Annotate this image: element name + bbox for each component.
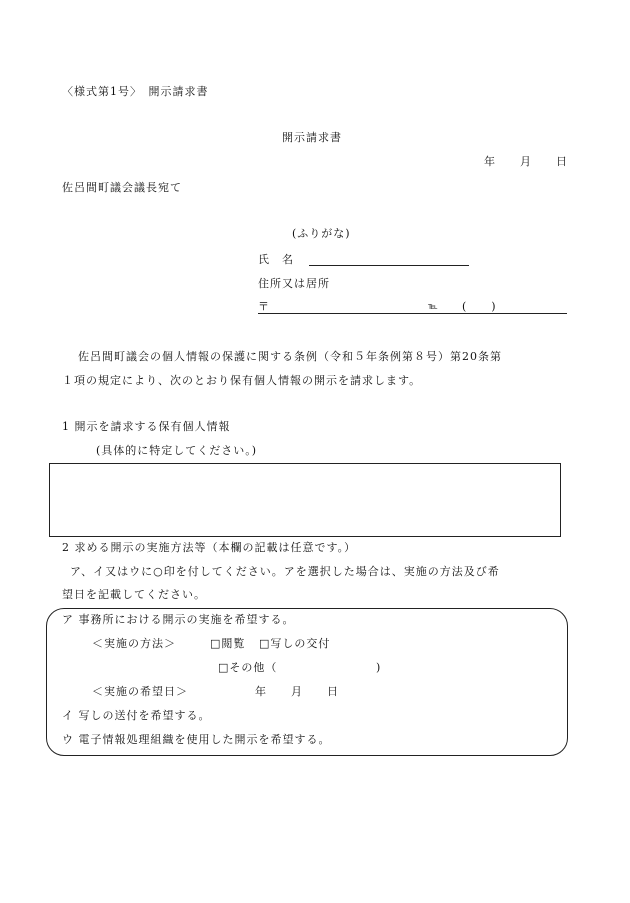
- section-2-instruction-1: ア、イ又はウに○印を付してください。アを選択した場合は、実施の方法及び希: [70, 565, 500, 578]
- method-view-checkbox[interactable]: □閲覧: [210, 637, 246, 650]
- option-a[interactable]: ア 事務所における開示の実施を希望する。: [62, 613, 295, 626]
- method-other-close: ): [376, 661, 382, 674]
- addressee: 佐呂間町議会議長宛て: [62, 181, 182, 194]
- date-line: 年 月 日: [484, 155, 568, 168]
- name-label: 氏 名: [258, 253, 294, 266]
- intro-line-1: 佐呂間町議会の個人情報の保護に関する条例（令和５年条例第８号）第20条第: [78, 350, 502, 363]
- postal-mark: 〒: [258, 300, 270, 313]
- furigana-label: (ふりがな): [292, 227, 351, 240]
- option-i[interactable]: イ 写しの送付を希望する。: [62, 709, 211, 722]
- desired-date-label: ＜実施の希望日＞: [92, 685, 188, 698]
- form-number-label: 〈様式第1号〉 開示請求書: [62, 85, 209, 98]
- name-field-underline[interactable]: [309, 265, 469, 266]
- option-u[interactable]: ウ 電子情報処理組織を使用した開示を希望する。: [62, 733, 331, 746]
- tel-label: ℡: [428, 302, 439, 312]
- method-label: ＜実施の方法＞: [92, 637, 176, 650]
- intro-line-2: １項の規定により、次のとおり保有個人情報の開示を請求します。: [62, 374, 422, 387]
- document-title: 開示請求書: [282, 131, 342, 144]
- section-2-instruction-2: 望日を記載してください。: [62, 588, 206, 601]
- address-field-underline[interactable]: [258, 313, 567, 314]
- section-2-heading: 2 求める開示の実施方法等（本欄の記載は任意です。）: [62, 541, 357, 554]
- section-1-note: (具体的に特定してください。): [96, 444, 258, 457]
- method-other-checkbox[interactable]: □その他（: [218, 661, 278, 674]
- address-label: 住所又は居所: [258, 277, 330, 290]
- personal-info-input-box[interactable]: [49, 463, 561, 537]
- method-copy-checkbox[interactable]: □写しの交付: [259, 637, 331, 650]
- section-1-heading: 1 開示を請求する保有個人情報: [62, 420, 231, 433]
- tel-parens: ( ): [462, 300, 497, 313]
- desired-date-value: 年 月 日: [255, 685, 339, 698]
